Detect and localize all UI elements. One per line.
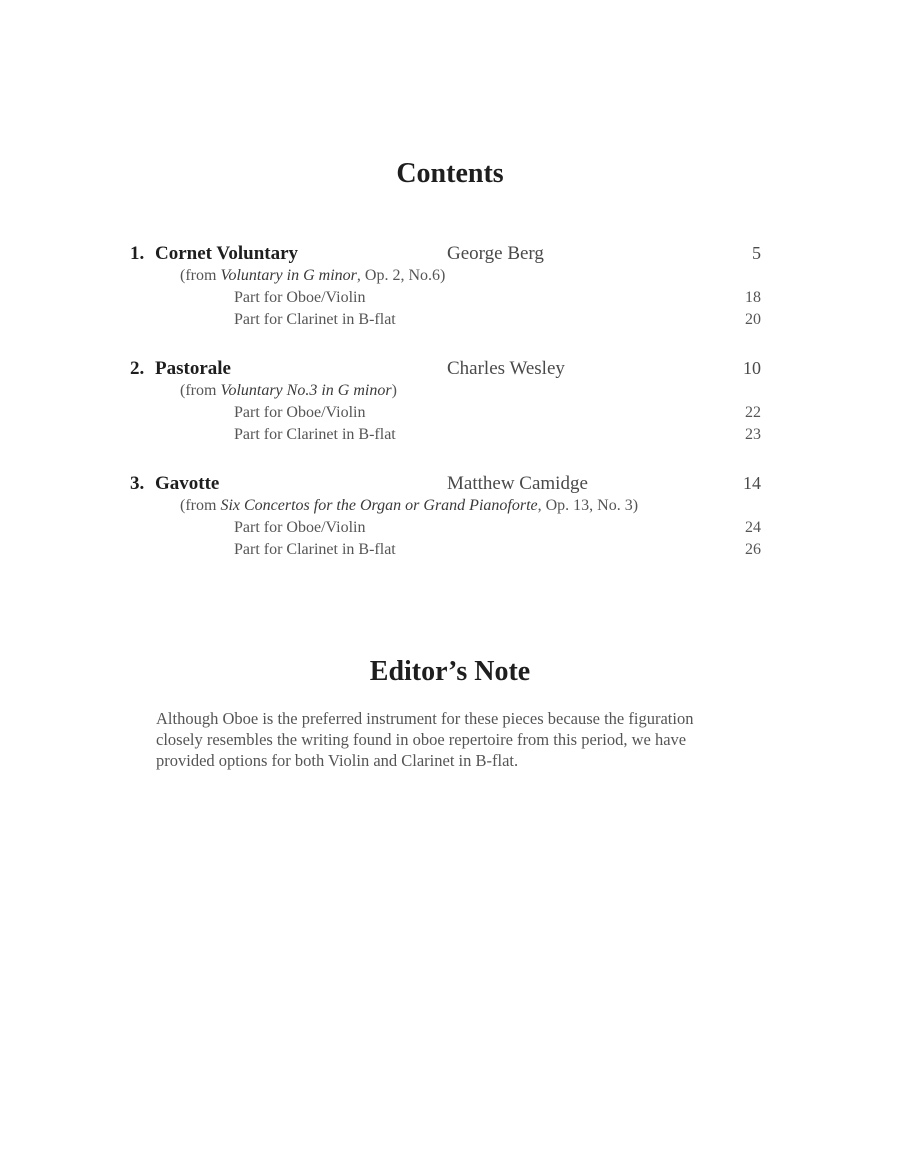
entry-header <box>0 473 900 495</box>
entry-number: 1. <box>130 243 145 264</box>
part-label: Part for Clarinet in B-flat <box>234 311 396 328</box>
source-suffix: , Op. 2, No.6) <box>356 267 446 284</box>
entry-title: Gavotte <box>155 473 220 494</box>
entry-page-number: 10 <box>743 358 761 378</box>
source-suffix: , Op. 13, No. 3) <box>537 497 639 514</box>
entry-source-text <box>180 267 445 285</box>
source-work-title: Voluntary No.3 in G minor <box>220 382 392 399</box>
source-prefix: (from <box>180 497 221 514</box>
entry-source <box>0 497 900 519</box>
entry-composer: Charles Wesley <box>447 358 565 379</box>
editors-note-heading: Editor’s Note <box>369 656 531 687</box>
part-row <box>0 519 900 541</box>
source-prefix: (from <box>180 267 221 284</box>
part-page-number: 20 <box>745 311 761 328</box>
entry-header <box>0 358 900 380</box>
source-work-title: Six Concertos for the Organ or Grand Pianoforte <box>220 497 538 514</box>
part-row <box>0 426 900 448</box>
entry-number: 3. <box>130 473 145 494</box>
part-page-number: 26 <box>745 541 761 558</box>
part-page-number: 18 <box>745 289 761 306</box>
source-work-title: Voluntary in G minor <box>220 267 357 284</box>
entry-page-number: 14 <box>743 473 761 493</box>
part-page-number: 22 <box>745 404 761 421</box>
editors-note-body <box>156 708 756 771</box>
part-label: Part for Clarinet in B-flat <box>234 426 396 443</box>
entry-title: Cornet Voluntary <box>155 243 299 264</box>
note-line: Although Oboe is the preferred instrument for these pieces because the figuration <box>156 709 694 728</box>
entry-title: Pastorale <box>155 358 231 379</box>
part-label: Part for Oboe/Violin <box>234 404 366 421</box>
note-line: closely resembles the writing found in oboe repertoire from this period, we have <box>156 730 687 749</box>
part-label: Part for Oboe/Violin <box>234 289 366 306</box>
entry-page-number: 5 <box>752 243 761 263</box>
entry-composer: Matthew Camidge <box>447 473 588 494</box>
entry-header <box>0 243 900 265</box>
part-row <box>0 541 900 563</box>
part-row <box>0 289 900 311</box>
entry-source <box>0 267 900 289</box>
source-suffix: ) <box>391 382 397 399</box>
part-page-number: 24 <box>745 519 761 536</box>
part-row <box>0 311 900 333</box>
entry-composer: George Berg <box>447 243 544 264</box>
part-page-number: 23 <box>745 426 761 443</box>
part-label: Part for Oboe/Violin <box>234 519 366 536</box>
entry-number: 2. <box>130 358 145 379</box>
entry-source-text <box>180 497 638 515</box>
contents-heading: Contents <box>396 158 504 189</box>
note-line: provided options for both Violin and Clarinet in B-flat. <box>156 751 519 770</box>
entry-source-text <box>180 382 397 400</box>
part-row <box>0 404 900 426</box>
part-label: Part for Clarinet in B-flat <box>234 541 396 558</box>
entry-source <box>0 382 900 404</box>
source-prefix: (from <box>180 382 221 399</box>
